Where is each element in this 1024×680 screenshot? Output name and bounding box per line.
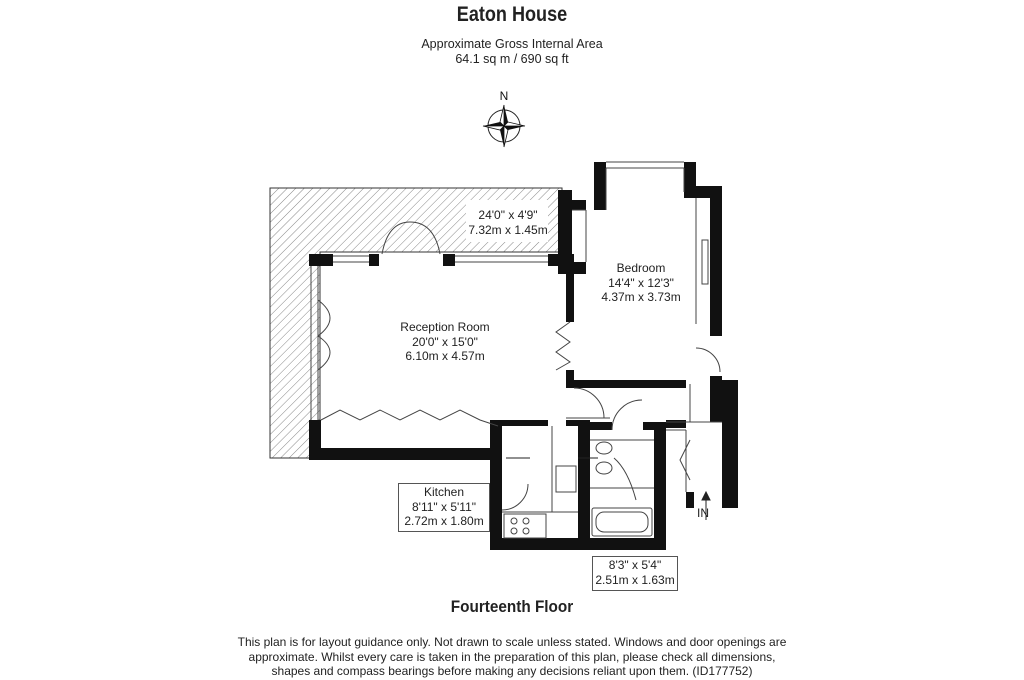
terrace-label [468, 208, 548, 237]
disclaimer-line-2: approximate. Whilst every care is taken in the preparation of this plan, please check all dimensions, [248, 649, 776, 664]
entrance-label: IN [697, 506, 709, 520]
disclaimer-line-1: This plan is for layout guidance only. Not drawn to scale unless stated. Windows and door openings are [237, 635, 787, 649]
reception-label [390, 320, 500, 364]
bedroom-dim-metric: 4.37m x 3.73m [601, 290, 681, 304]
bathroom-dim-metric: 2.51m x 1.63m [595, 572, 675, 587]
kitchen-label [398, 483, 490, 532]
bathroom-label [592, 556, 678, 591]
bathroom-dim-imperial: 8'3" x 5'4" [608, 558, 662, 572]
bedroom-dim-imperial: 14'4" x 12'3" [608, 275, 674, 290]
area-caption: Approximate Gross Internal Area [421, 37, 603, 51]
kitchen-dim-metric: 2.72m x 1.80m [404, 514, 484, 528]
disclaimer-line-3: shapes and compass bearings before making any decisions reliant upon them. (ID177752) [271, 664, 753, 678]
kitchen-name: Kitchen [423, 485, 465, 499]
bedroom-name: Bedroom [616, 261, 666, 275]
reception-dim-imperial: 20'0" x 15'0" [412, 334, 478, 349]
reception-name: Reception Room [400, 320, 490, 334]
kitchen-dim-imperial: 8'11" x 5'11" [411, 499, 477, 514]
compass-north-label: N [499, 89, 509, 103]
floor-name: Fourteenth Floor [450, 597, 574, 616]
bedroom-label [596, 261, 686, 305]
terrace-dim-imperial: 24'0" x 4'9" [478, 208, 538, 222]
reception-dim-metric: 6.10m x 4.57m [405, 349, 485, 363]
terrace-dim-metric: 7.32m x 1.45m [468, 222, 548, 237]
plan-title: Eaton House [456, 3, 568, 26]
disclaimer [212, 635, 812, 679]
area-value: 64.1 sq m / 690 sq ft [455, 52, 569, 66]
